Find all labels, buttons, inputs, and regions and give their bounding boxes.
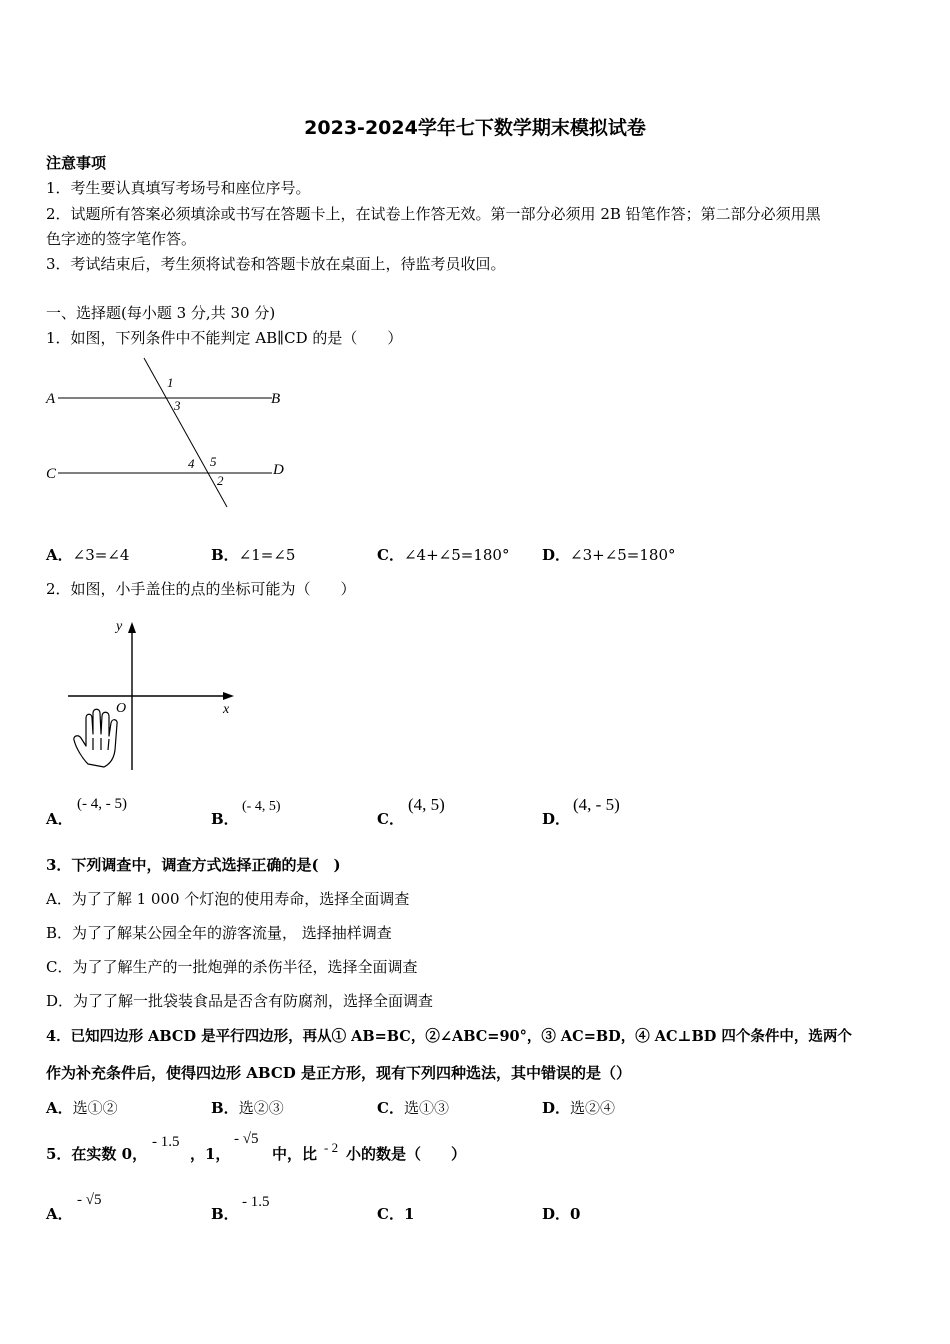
option-text: 1 [403,1205,415,1223]
page-title: 2023-2024学年七下数学期末模拟试卷 [304,117,646,139]
option-letter: B． [211,1099,239,1117]
option-letter: A． [46,1099,73,1117]
q3-option-d[interactable]: D．为了了解一批袋装食品是否含有防腐剂，选择全面调查 [46,992,434,1010]
option-letter: D． [542,810,571,828]
option-text: (- 4, - 5) [77,796,127,812]
option-letter: A． [46,810,73,828]
q1-option-a[interactable] [46,544,129,565]
q5-option-d[interactable] [542,1203,580,1224]
option-text: 0 [570,1205,581,1223]
angle-label-5: 5 [210,454,217,469]
option-text: ∠1=∠5 [238,546,296,564]
q2-coordinate-figure [60,612,250,777]
q2-stem: 2．如图，小手盖住的点的坐标可能为（ ） [46,580,356,598]
option-text: - √5 [77,1192,102,1208]
q4-option-d[interactable] [542,1097,615,1118]
option-letter: D． [542,546,571,564]
notice-item-3: 3．考试结束后，考生须将试卷和答题卡放在桌面上，待监考员收回。 [46,255,506,273]
option-text: ∠3+∠5=180° [570,546,676,564]
option-letter: B． [211,810,239,828]
option-letter: C． [377,810,404,828]
q4-stem-line2: 作为补充条件后，使得四边形 ABCD 是正方形，现有下列四种选法，其中错误的是（） [46,1064,631,1082]
option-text: (4, - 5) [573,795,620,814]
q4-option-a[interactable] [46,1097,118,1118]
label-c: C [46,466,57,482]
option-text: 选②③ [238,1099,284,1117]
q5-stem-part1: 5．在实数 0， [46,1145,148,1163]
q1-stem: 1．如图，下列条件中不能判定 AB∥CD 的是（ ） [46,329,403,347]
y-axis-arrow [128,622,136,633]
label-a: A [46,391,56,407]
q4-option-b[interactable] [211,1097,284,1118]
q1-option-c[interactable] [377,544,509,565]
q5-stem-part4: 小的数是（ ） [346,1145,467,1163]
q1-parallel-lines-figure [40,352,300,517]
notice-item-2-cont: 色字迹的签字笔作答。 [46,230,197,248]
option-text: ∠4+∠5=180° [403,546,510,564]
notice-heading: 注意事项 [46,154,107,172]
notice-item-2: 2．试题所有答案必须填涂或书写在答题卡上，在试卷上作答无效。第一部分必须用 2B 铅笔作答；第二部分必须用黑 [46,205,821,223]
notice-item-1: 1．考生要认真填写考场号和座位序号。 [46,179,311,197]
q5-math-neg-sqrt5: - √5 [234,1131,259,1147]
q3-option-a[interactable]: A．为了了解 1 000 个灯泡的使用寿命，选择全面调查 [46,890,410,908]
option-letter: D． [542,1205,571,1223]
origin-label: O [116,701,127,716]
q3-stem: 3．下列调查中，调查方式选择正确的是( ) [46,856,341,874]
hand-icon [74,709,117,767]
option-text: 选①② [72,1099,118,1117]
option-text: 选①③ [403,1099,449,1117]
option-text: (4, 5) [408,795,445,814]
option-letter: C． [377,1205,404,1223]
x-axis-arrow [223,692,234,700]
q3-option-b[interactable]: B．为了了解某公园全年的游客流量， 选择抽样调查 [46,924,392,942]
q4-stem-line1: 4．已知四边形 ABCD 是平行四边形，再从① AB=BC，②∠ABC=90°，③ AC=BD，④ AC⊥BD 四个条件中，选两个 [46,1028,852,1045]
y-axis-label: y [116,619,123,634]
option-text: (- 4, 5) [242,799,281,814]
q5-math-neg-1-5: - 1.5 [152,1134,180,1150]
q5-math-neg-2: - 2 [324,1140,339,1155]
section-heading: 一、选择题(每小题 3 分,共 30 分) [46,304,276,322]
angle-label-4: 4 [188,456,195,471]
option-text: ∠3=∠4 [72,546,130,564]
q3-option-c[interactable]: C．为了了解生产的一批炮弹的杀伤半径，选择全面调查 [46,958,418,976]
option-letter: B． [211,546,239,564]
q1-option-b[interactable] [211,544,295,565]
angle-label-3: 3 [174,398,181,413]
q5-option-c[interactable] [377,1203,414,1224]
angle-label-1: 1 [167,375,174,390]
option-text: 选②④ [570,1099,616,1117]
option-letter: A． [46,1205,73,1223]
option-letter: B． [211,1205,239,1223]
option-letter: C． [377,1099,404,1117]
option-letter: D． [542,1099,571,1117]
x-axis-label: x [223,702,230,717]
q1-option-d[interactable] [542,544,676,565]
q4-option-c[interactable] [377,1097,449,1118]
option-text: - 1.5 [242,1194,270,1210]
q5-stem-part2: ，1， [190,1145,231,1163]
option-letter: C． [377,546,404,564]
q5-stem-part3: 中，比 [272,1145,318,1163]
transversal-line [144,358,227,507]
option-letter: A． [46,546,73,564]
label-d: D [273,462,284,478]
angle-label-2: 2 [217,473,224,488]
label-b: B [271,391,281,407]
